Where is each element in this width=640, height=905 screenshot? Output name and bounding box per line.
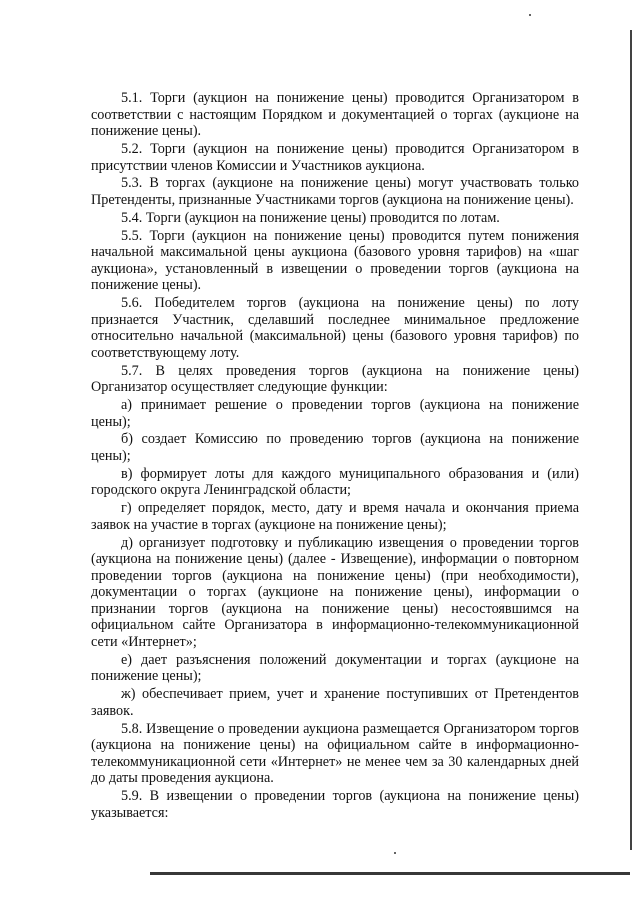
list-item-g: г) определяет порядок, место, дату и время начала и окончания приема заявок на участие в торгах (аукционе на понижение цены); <box>91 500 579 533</box>
list-item-zh: ж) обеспечивает прием, учет и хранение поступивших от Претендентов заявок. <box>91 686 579 719</box>
paragraph-5-6: 5.6. Победителем торгов (аукциона на понижение цены) по лоту признается Участник, сделавший последнее минимальное предложение относительно начальной (максимальной) цены (базового уровня тарифов) по соответствующему лоту. <box>91 295 579 361</box>
scan-edge-right <box>630 30 632 850</box>
scan-edge-bottom <box>150 872 630 875</box>
list-item-d: д) организует подготовку и публикацию извещения о проведении торгов (аукциона на понижение цены) (далее - Извещение), информации о повторном проведении торгов (аукциона на понижение цены) (при необходимости), документации о торгах (аукционе на понижение цены), информации о признании торгов (аукциона на понижение цены) несостоявшимся на официальном сайте Организатора в информационно-телекоммуникационной сети «Интернет»; <box>91 534 579 651</box>
paragraph-5-7: 5.7. В целях проведения торгов (аукциона на понижение цены) Организатор осуществляет следующие функции: <box>91 362 579 396</box>
list-item-v: в) формирует лоты для каждого муниципального образования и (или) городского округа Ленинградской области; <box>91 465 579 499</box>
list-item-a: а) принимает решение о проведении торгов (аукциона на понижение цены); <box>91 397 579 430</box>
scan-speck <box>529 14 531 16</box>
scan-speck <box>394 852 396 854</box>
list-item-b: б) создает Комиссию по проведению торгов (аукциона на понижение цены); <box>91 431 579 464</box>
list-item-e: е) дает разъяснения положений документации и торгах (аукционе на понижение цены); <box>91 651 579 685</box>
paragraph-5-3: 5.3. В торгах (аукционе на понижение цены) могут участвовать только Претенденты, признанные Участниками торгов (аукциона на понижение цены). <box>91 175 579 208</box>
paragraph-5-5: 5.5. Торги (аукцион на понижение цены) проводится путем понижения начальной максимальной цены аукциона (базового уровня тарифов) на «шаг аукциона», установленный в извещении о проведении торгов (аукциона на понижение цены). <box>91 227 579 294</box>
document-body <box>91 90 579 823</box>
paragraph-5-2: 5.2. Торги (аукцион на понижение цены) проводится Организатором в присутствии членов Комиссии и Участников аукциона. <box>91 140 579 174</box>
paragraph-5-9: 5.9. В извещении о проведении торгов (аукциона на понижение цены) указывается: <box>91 788 579 821</box>
paragraph-5-4: 5.4. Торги (аукцион на понижение цены) проводится по лотам. <box>121 209 500 226</box>
paragraph-5-8: 5.8. Извещение о проведении аукциона размещается Организатором торгов (аукциона на понижение цены) на официальном сайте в информационно-телекоммуникационной сети «Интернет» не менее чем за 30 календарных дней до даты проведения аукциона. <box>91 720 579 787</box>
paragraph-5-1: 5.1. Торги (аукцион на понижение цены) проводится Организатором в соответствии с настоящим Порядком и документацией о торгах (аукционе на понижение цены). <box>91 90 579 140</box>
